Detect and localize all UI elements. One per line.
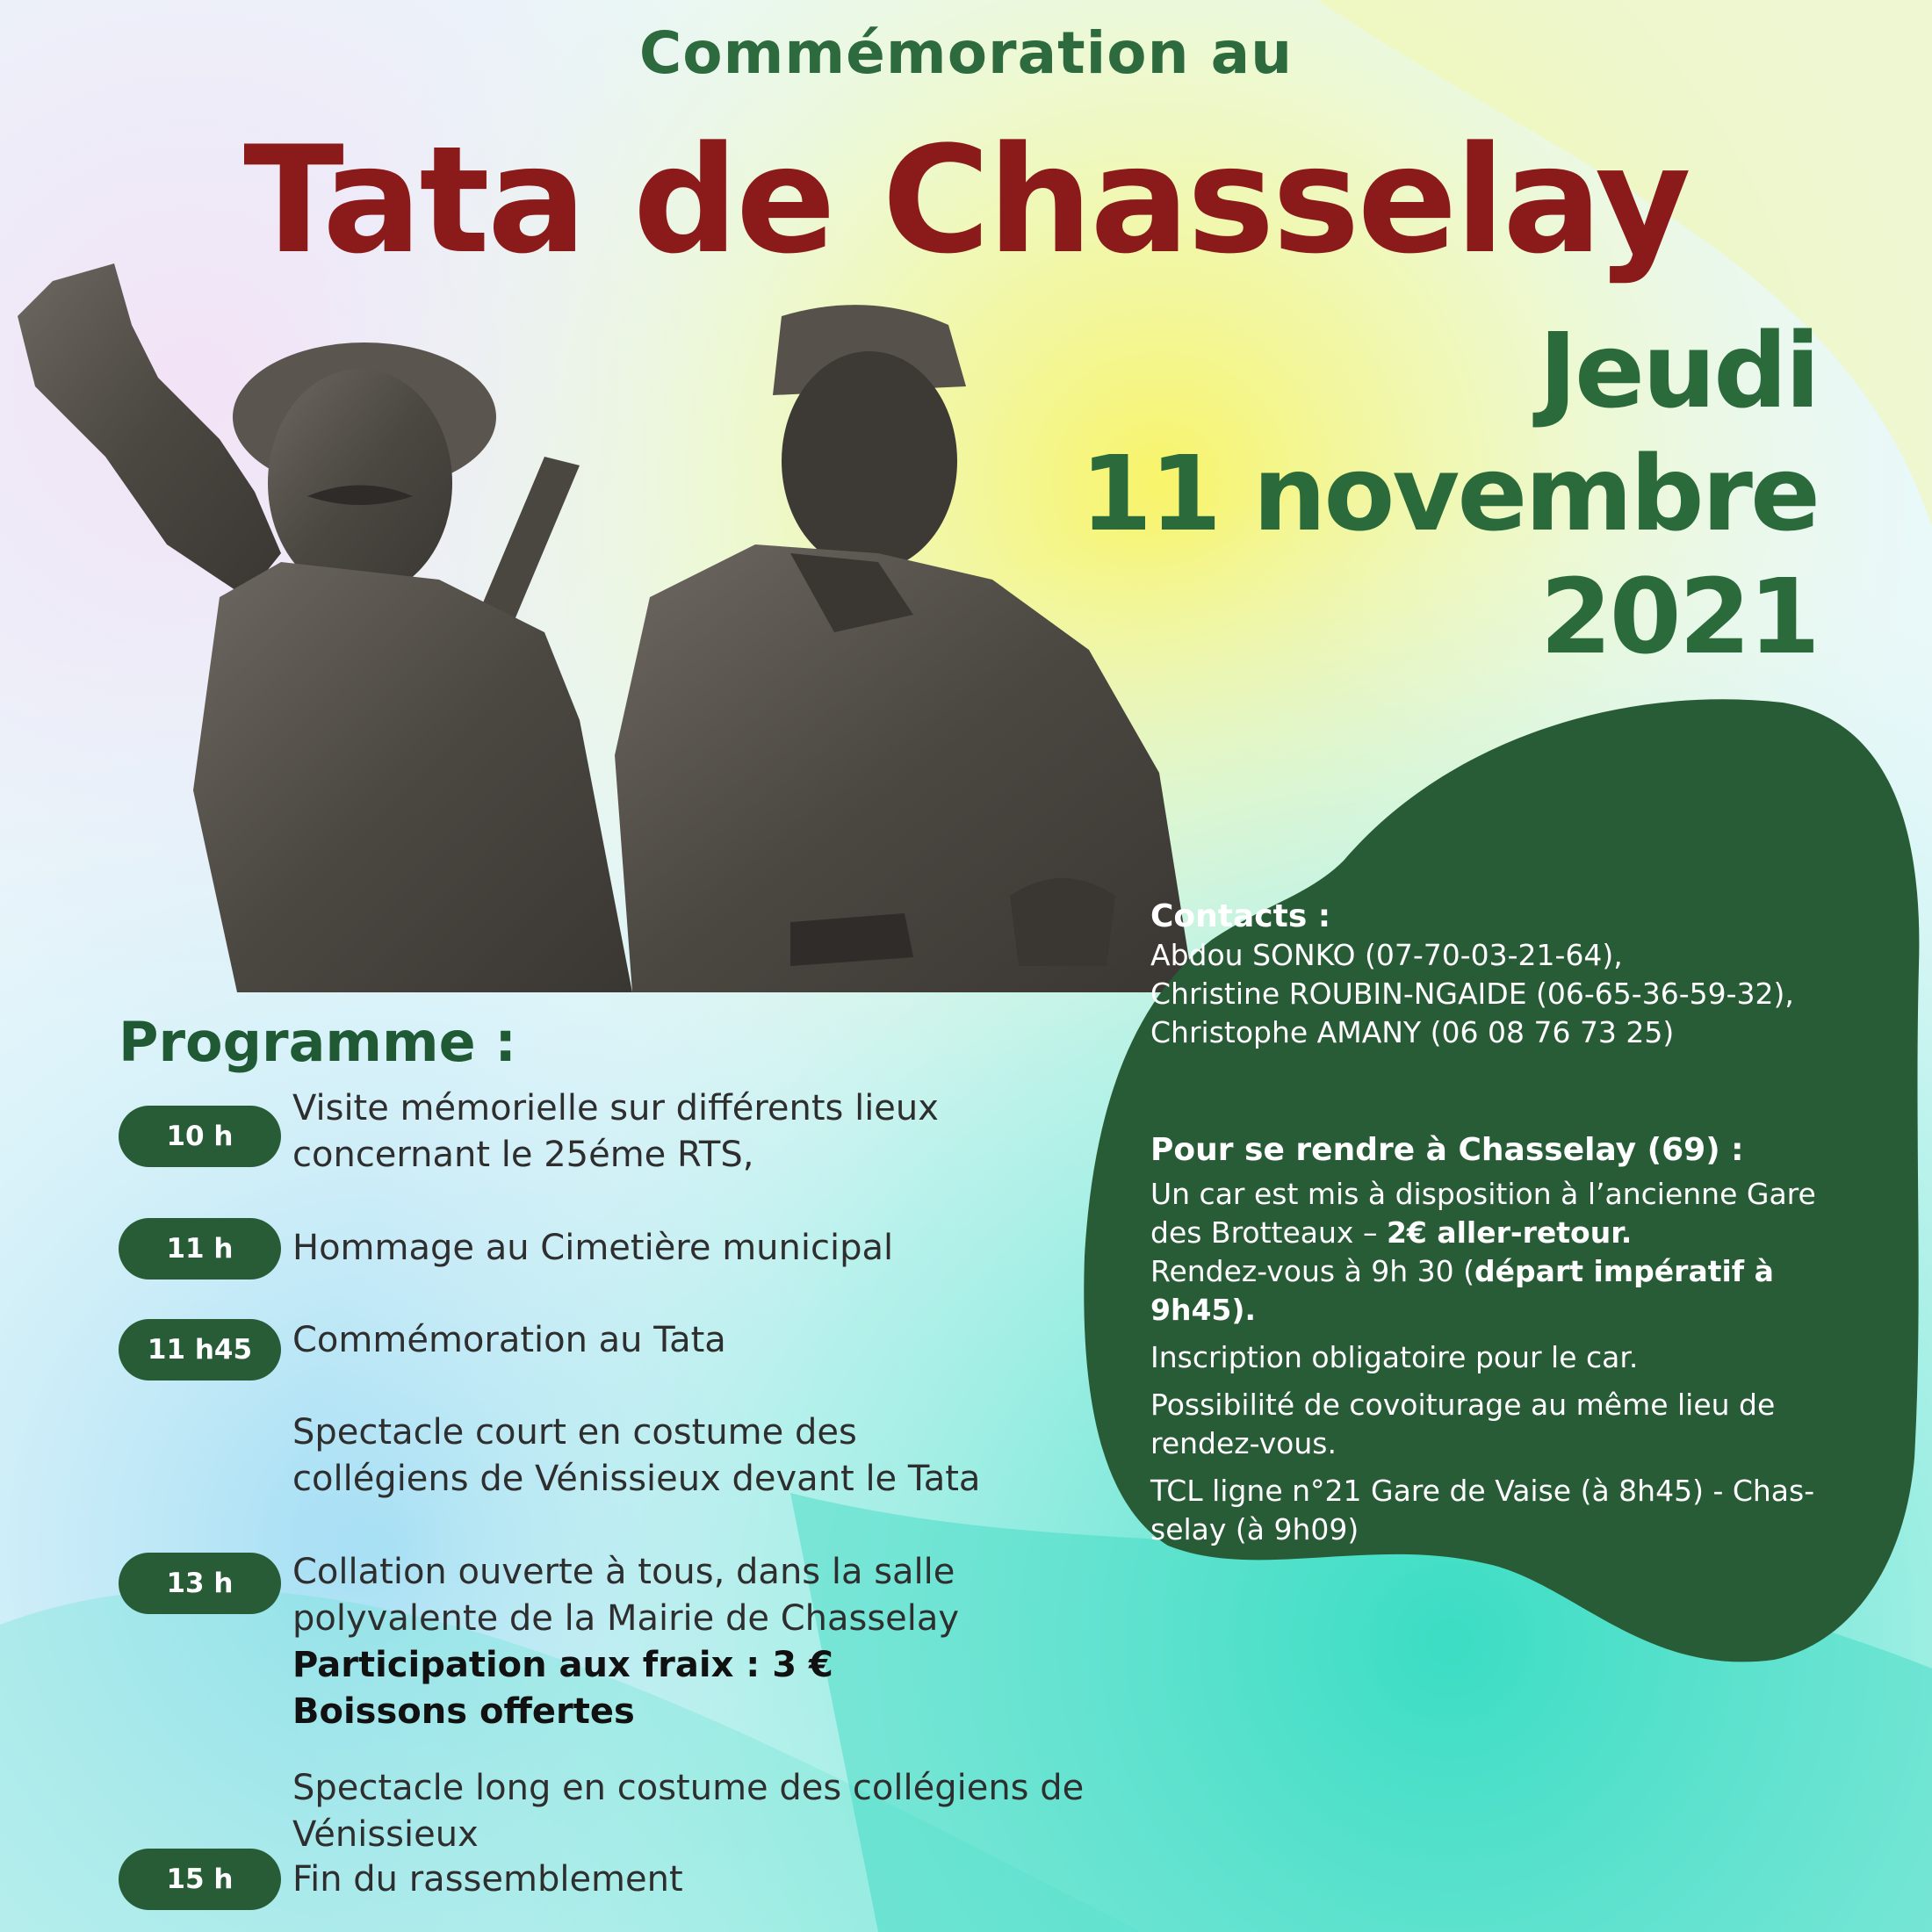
programme-item [292,1856,1171,1903]
programme-item-text: concernant le 25éme RTS, [292,1135,754,1175]
subtitle: Commémoration au [638,19,1294,87]
programme-item-text: Hommage au Cimetière municipal [292,1228,894,1268]
programme-item-text: Spectacle long en costume des collégiens de Vénissieux [292,1768,1085,1855]
programme-item-text: Spectacle court en costume des [292,1412,857,1453]
contact-person: Christine ROUBIN-NGAIDE (06-65-36-59-32), [1150,977,1794,1011]
covoiturage-line1: Possibilité de covoiturage au même lieu de [1150,1388,1776,1422]
programme-item-text: Collation ouverte à tous, dans la salle [292,1552,955,1592]
time-badge: 11 h45 [119,1319,281,1381]
car-info-line2 [1150,1214,1906,1252]
departure-time [1150,1291,1906,1330]
car-info-text: des Brotteaux – [1150,1215,1387,1250]
time-badge: 10 h [119,1106,281,1167]
programme-item [292,1225,1171,1272]
departure-time-text: 9h45). [1150,1293,1256,1327]
time-badge: 15 h [119,1849,281,1910]
programme-item [292,1549,1171,1735]
contacts-title: Contacts : [1150,898,1331,934]
rendezvous-text: Rendez-vous à 9h 30 ( [1150,1254,1475,1288]
transport-title: Pour se rendre à Chasselay (69) : [1150,1132,1744,1168]
programme-item-text: Commémoration au Tata [292,1320,726,1360]
event-date: 11 novembre [1080,433,1818,554]
contact-person: Christophe AMANY (06 08 76 73 25) [1150,1015,1675,1049]
covoiturage-line2: rendez-vous. [1150,1426,1337,1460]
page-title: Tata de Chasselay [243,114,1689,286]
tcl-line2: selay (à 9h09) [1150,1512,1359,1546]
programme-item-text: polyvalente de la Mairie de Chasselay [292,1598,960,1639]
event-year: 2021 [1539,556,1818,677]
inscription-note: Inscription obligatoire pour le car. [1150,1340,1639,1374]
statue-image [18,263,1194,992]
contact-person: Abdou SONKO (07-70-03-21-64), [1150,938,1623,972]
transport-section [1150,1131,1906,1549]
programme-item-text: Fin du rassemblement [292,1859,683,1900]
programme-item [292,1409,1171,1503]
car-price: 2€ aller-retour. [1386,1215,1633,1250]
car-info-line1: Un car est mis à disposition à l’ancienne Gare [1150,1177,1816,1211]
programme-title: Programme : [119,1010,517,1074]
event-day: Jeudi [1539,310,1818,431]
programme-item-text: collégiens de Vénissieux devant le Tata [292,1459,981,1499]
programme-item [292,1085,1171,1179]
departure-note: départ impératif à [1474,1254,1774,1288]
contacts-section [1150,898,1906,1052]
time-badge: 13 h [119,1553,281,1614]
participation-fee: Participation aux fraix : 3 € [292,1645,833,1685]
programme-item [292,1765,1171,1858]
rendezvous-line [1150,1252,1906,1291]
tcl-line1: TCL ligne n°21 Gare de Vaise (à 8h45) - Chas- [1150,1474,1815,1508]
free-drinks: Boissons offertes [292,1691,635,1732]
time-badge: 11 h [119,1218,281,1280]
programme-item [292,1317,1171,1364]
programme-item-text: Visite mémorielle sur différents lieux [292,1088,939,1128]
